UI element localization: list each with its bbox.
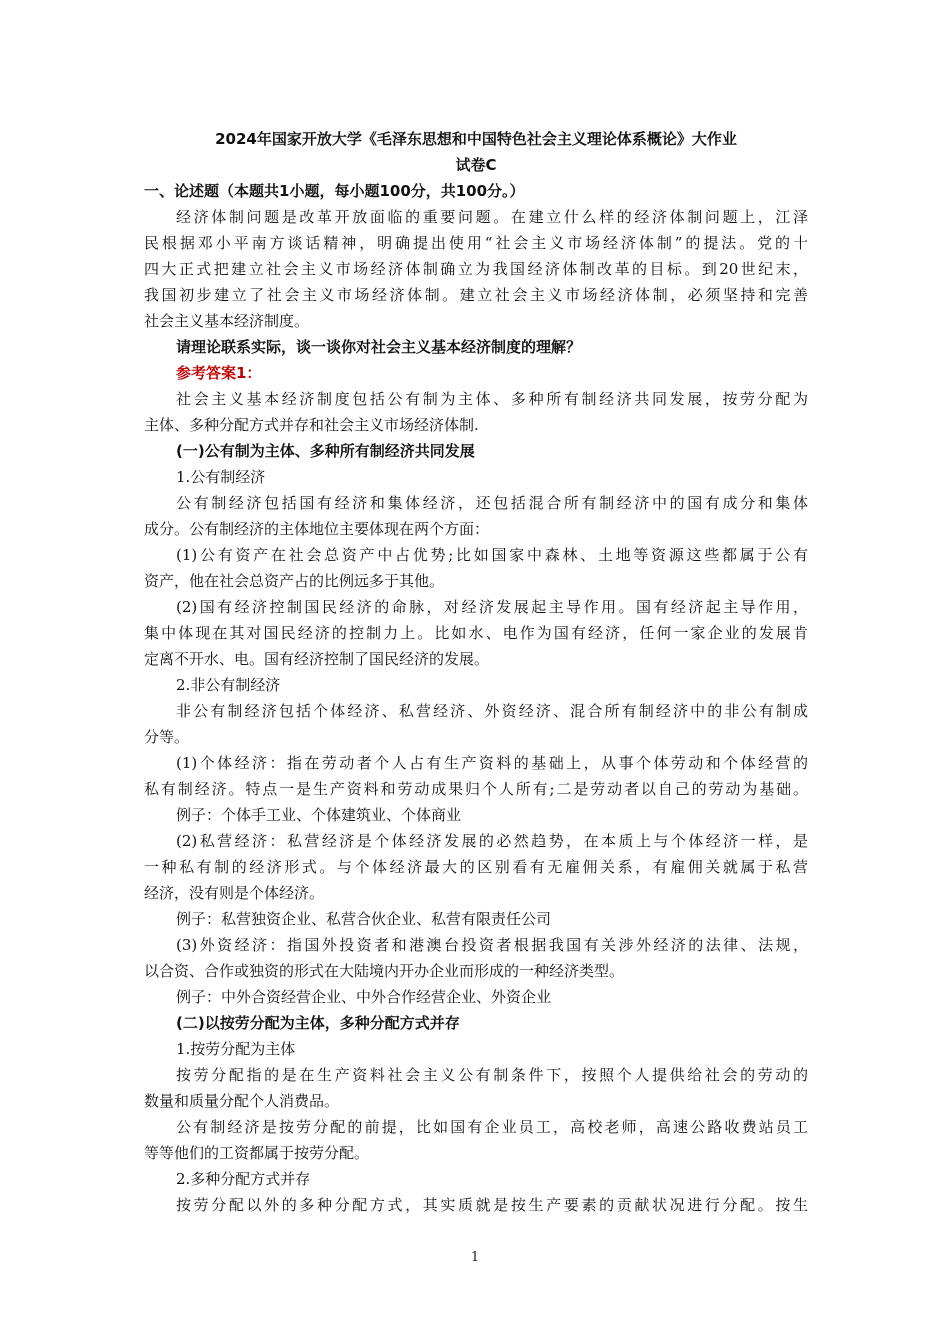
text-line: 2.非公有制经济 <box>176 676 281 694</box>
text-line: 2.多种分配方式并存 <box>176 1170 311 1188</box>
section-heading-line: 请理论联系实际，谈一谈你对社会主义基本经济制度的理解？ <box>176 338 582 356</box>
text-line: 1.公有制经济 <box>176 468 266 486</box>
text-line: 四大正式把建立社会主义市场经济体制确立为我国经济体制改革的目标。到20世纪末， <box>144 260 808 278</box>
text-line: 按劳分配以外的多种分配方式，其实质就是按生产要素的贡献状况进行分配。按生 <box>176 1196 808 1214</box>
text-line: 例子：私营独资企业、私营合伙企业、私营有限责任公司 <box>176 910 552 928</box>
text-line: 资产，他在社会总资产占的比例远多于其他。 <box>144 572 445 590</box>
text-line: 例子：中外合资经营企业、中外合作经营企业、外资企业 <box>176 988 552 1006</box>
document-body <box>144 126 808 1218</box>
section-heading-line: (一)公有制为主体、多种所有制经济共同发展 <box>176 442 475 460</box>
text-line: 公有制经济是按劳分配的前提，比如国有企业员工，高校老师，高速公路收费站员工 <box>176 1118 808 1136</box>
text-line: 等等他们的工资都属于按劳分配。 <box>144 1144 370 1162</box>
text-line: 经济，没有则是个体经济。 <box>144 884 325 902</box>
text-line: 定离不开水、电。国有经济控制了国民经济的发展。 <box>144 650 490 668</box>
document-subtitle: 试卷C <box>455 156 497 174</box>
text-line: 社会主义基本经济制度。 <box>144 312 310 330</box>
text-line: 例子：个体手工业、个体建筑业、个体商业 <box>176 806 462 824</box>
text-line: 成分。公有制经济的主体地位主要体现在两个方面： <box>144 520 490 538</box>
text-line: (2)私营经济：私营经济是个体经济发展的必然趋势，在本质上与个体经济一样，是 <box>176 832 808 850</box>
section-heading-line: 一、论述题（本题共1小题，每小题100分，共100分。） <box>144 182 525 200</box>
document-title: 2024年国家开放大学《毛泽东思想和中国特色社会主义理论体系概论》大作业 <box>215 130 737 148</box>
text-line: 主体、多种分配方式并存和社会主义市场经济体制. <box>144 416 479 434</box>
text-line: 非公有制经济包括个体经济、私营经济、外资经济、混合所有制经济中的非公有制成 <box>176 702 808 720</box>
text-line: 按劳分配指的是在生产资料社会主义公有制条件下，按照个人提供给社会的劳动的 <box>176 1066 808 1084</box>
text-line: (1)个体经济：指在劳动者个人占有生产资料的基础上，从事个体劳动和个体经营的 <box>176 754 808 772</box>
text-line: 以合资、合作或独资的形式在大陆境内开办企业而形成的一种经济类型。 <box>144 962 625 980</box>
text-line: 社会主义基本经济制度包括公有制为主体、多种所有制经济共同发展，按劳分配为 <box>176 390 808 408</box>
text-line: (3)外资经济：指国外投资者和港澳台投资者根据我国有关涉外经济的法律、法规， <box>176 936 808 954</box>
text-line: 经济体制问题是改革开放面临的重要问题。在建立什么样的经济体制问题上，江泽 <box>176 208 808 226</box>
text-line: (2)国有经济控制国民经济的命脉，对经济发展起主导作用。国有经济起主导作用， <box>176 598 808 616</box>
answer-label-line: 参考答案1： <box>176 364 262 382</box>
text-line: 1.按劳分配为主体 <box>176 1040 296 1058</box>
text-line: (1)公有资产在社会总资产中占优势;比如国家中森林、土地等资源这些都属于公有 <box>176 546 808 564</box>
text-line: 私有制经济。特点一是生产资料和劳动成果归个人所有;二是劳动者以自己的劳动为基础。 <box>144 780 808 798</box>
text-line: 民根据邓小平南方谈话精神，明确提出使用“社会主义市场经济体制”的提法。党的十 <box>144 234 808 252</box>
page-number: 1 <box>470 1250 480 1265</box>
paragraph-lines <box>144 178 808 1218</box>
text-line: 分等。 <box>144 728 190 746</box>
text-line: 数量和质量分配个人消费品。 <box>144 1092 340 1110</box>
text-line: 我国初步建立了社会主义市场经济体制。建立社会主义市场经济体制，必须坚持和完善 <box>144 286 808 304</box>
text-line: 集中体现在其对国民经济的控制力上。比如水、电作为国有经济，任何一家企业的发展肯 <box>144 624 808 642</box>
section-heading-line: (二)以按劳分配为主体，多种分配方式并存 <box>176 1014 460 1032</box>
text-line: 公有制经济包括国有经济和集体经济，还包括混合所有制经济中的国有成分和集体 <box>176 494 808 512</box>
text-line: 一种私有制的经济形式。与个体经济最大的区别看有无雇佣关系，有雇佣关就属于私营 <box>144 858 808 876</box>
